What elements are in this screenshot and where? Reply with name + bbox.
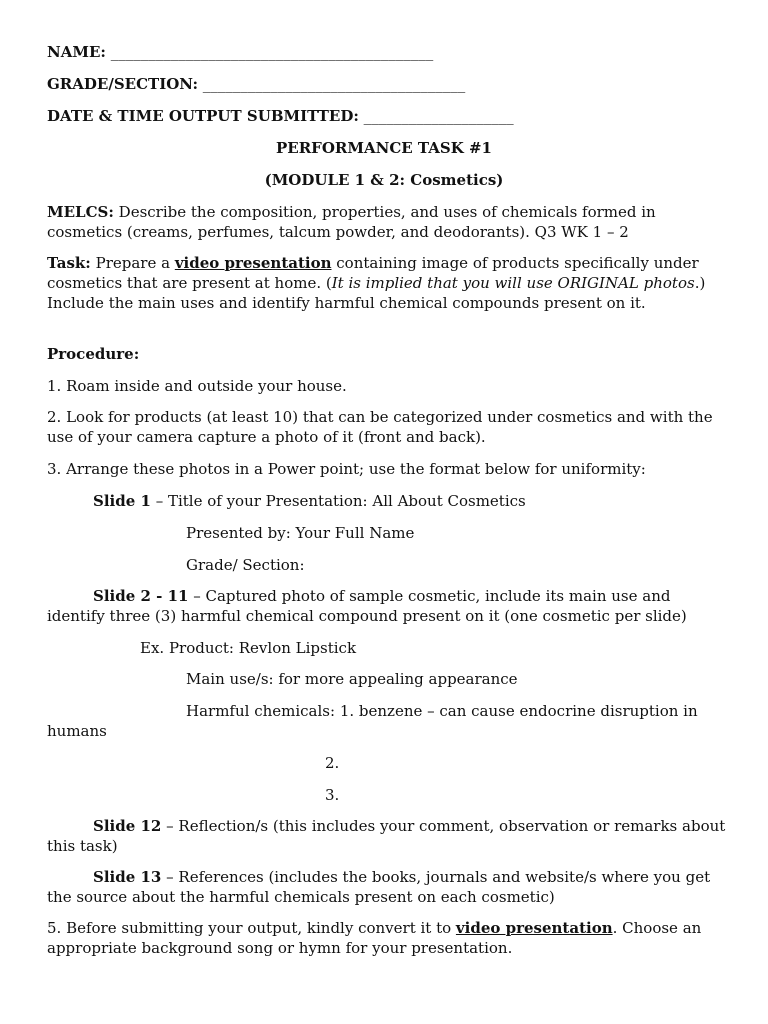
name-blank: ___________________________________________ [110, 43, 434, 61]
date-time-field [47, 106, 727, 126]
example-product: Ex. Product: Revlon Lipstick [140, 639, 357, 657]
grade-label: GRADE/SECTION: [47, 75, 198, 93]
slide-13-paragraph [47, 867, 727, 907]
task-title [47, 138, 721, 158]
slide-12-label: Slide 12 [93, 817, 162, 835]
slide-2-11-label: Slide 2 - 11 [93, 587, 189, 605]
slide-2-11-paragraph [47, 586, 727, 626]
task-text-2: containing image of products specifically under cosmetics that are present at home. ( [47, 254, 699, 292]
example-harmful-2: 2. [325, 754, 340, 772]
task-italic-note: It is implied that you will use ORIGINAL photos [331, 274, 695, 292]
melcs-text: Describe the composition, properties, and uses of chemicals formed in cosmetics (creams, perfumes, talcum powder, and deodorants). Q3 WK 1 – 2 [47, 203, 656, 241]
date-label: DATE & TIME OUTPUT SUBMITTED: [47, 107, 359, 125]
task-paragraph [47, 253, 727, 313]
task-label: Task: [47, 254, 91, 272]
procedure-label: Procedure: [47, 345, 140, 363]
procedure-step-1: 1. Roam inside and outside your house. [47, 377, 347, 395]
task-text-1: Prepare a [90, 254, 175, 272]
procedure-step-5 [47, 918, 727, 958]
module-title-text: (MODULE 1 & 2: Cosmetics) [264, 171, 504, 189]
slide-13-text: – References (includes the books, journals and website/s where you get the source about the harmful chemicals present on each cosmetic) [47, 868, 711, 906]
step-5-text-1: 5. Before submitting your output, kindly convert it to [47, 919, 456, 937]
slide-1-text: – Title of your Presentation: All About Cosmetics [150, 492, 526, 510]
example-harmful-1-continued: humans [47, 722, 107, 740]
example-harmful-1: Harmful chemicals: 1. benzene – can cause endocrine disruption in [186, 702, 698, 720]
melcs-label: MELCS: [47, 203, 114, 221]
procedure-heading [47, 344, 727, 364]
procedure-step-3: 3. Arrange these photos in a Power point; use the format below for uniformity: [47, 460, 646, 478]
slide-12-text: – Reflection/s (this includes your comment, observation or remarks about this task) [47, 817, 726, 855]
name-field [47, 42, 727, 62]
slide-2-11-text: – Captured photo of sample cosmetic, include its main use and identify three (3) harmful chemical compound present on it (one cosmetic per slide) [47, 587, 687, 625]
step-5-video-presentation: video presentation [455, 919, 613, 937]
grade-section-field [47, 74, 727, 94]
procedure-step-2: 2. Look for products (at least 10) that can be categorized under cosmetics and with the use of your camera capture a photo of it (front and back). [47, 408, 713, 446]
melcs-paragraph [47, 202, 727, 242]
slide-1-presented-by: Presented by: Your Full Name [186, 524, 415, 542]
slide-1-line [47, 491, 768, 511]
name-label: NAME: [47, 43, 106, 61]
date-blank: ____________________ [363, 107, 514, 125]
example-harmful-3: 3. [325, 786, 340, 804]
slide-1-label: Slide 1 [93, 492, 151, 510]
example-main-use: Main use/s: for more appealing appearance [186, 670, 518, 688]
grade-blank: ___________________________________ [202, 75, 466, 93]
task-title-text: PERFORMANCE TASK #1 [276, 139, 492, 157]
module-title [47, 170, 721, 190]
slide-12-paragraph [47, 816, 727, 856]
task-text-3: .) Include the main uses and identify harmful chemical compounds present on it. [47, 274, 706, 312]
step-5-text-2: . Choose an appropriate background song or hymn for your presentation. [47, 919, 702, 957]
slide-1-grade-section: Grade/ Section: [186, 556, 305, 574]
task-video-presentation: video presentation [174, 254, 332, 272]
slide-13-label: Slide 13 [93, 868, 162, 886]
